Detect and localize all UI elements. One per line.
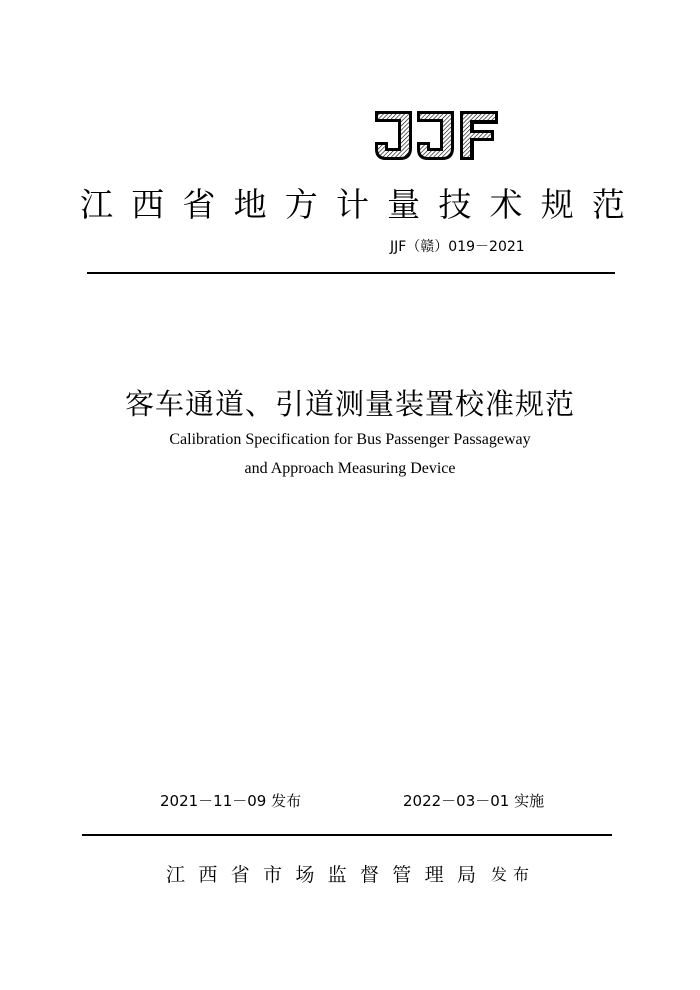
publisher-name-char: 西 [198, 863, 218, 886]
publisher-name [166, 860, 476, 887]
bottom-divider [82, 834, 612, 836]
org-title-char: 量 [387, 184, 421, 224]
publisher-release-label: 发布 [491, 864, 536, 884]
org-title-char: 方 [284, 184, 318, 224]
standard-number: JJF（赣）019－2021 [390, 239, 525, 255]
org-title-char: 江 [80, 184, 113, 224]
implementation-date: 2022－03－01 实施 [403, 792, 545, 810]
publisher-name-char: 场 [295, 863, 315, 886]
jjf-logo [372, 108, 500, 164]
org-title-char: 术 [489, 184, 523, 224]
org-title-char: 技 [438, 184, 472, 224]
org-title-char: 西 [131, 184, 165, 224]
publisher-name-char: 江 [166, 863, 186, 886]
org-title-char: 计 [335, 184, 369, 224]
publisher-name-char: 局 [456, 863, 476, 886]
org-title-char: 省 [182, 184, 216, 224]
document-title-english-line-1: Calibration Specification for Bus Passenger Passageway [169, 431, 531, 448]
top-divider [87, 272, 615, 274]
org-title-char: 范 [591, 184, 625, 224]
issue-date: 2021－11－09 发布 [160, 792, 302, 810]
publisher-name-char: 理 [424, 863, 444, 886]
org-title-char: 地 [233, 184, 267, 224]
publisher-name-char: 管 [392, 863, 412, 886]
document-title-english-line-2: and Approach Measuring Device [244, 460, 456, 477]
publisher-name-char: 市 [262, 863, 282, 886]
publisher-line [166, 858, 536, 888]
publisher-name-char: 省 [230, 863, 250, 886]
org-title-char: 规 [540, 184, 574, 224]
document-title-chinese: 客车通道、引道测量装置校准规范 [124, 387, 575, 421]
publisher-name-char: 监 [327, 863, 347, 886]
publisher-name-char: 督 [359, 863, 379, 886]
issuing-authority-title [80, 178, 625, 226]
